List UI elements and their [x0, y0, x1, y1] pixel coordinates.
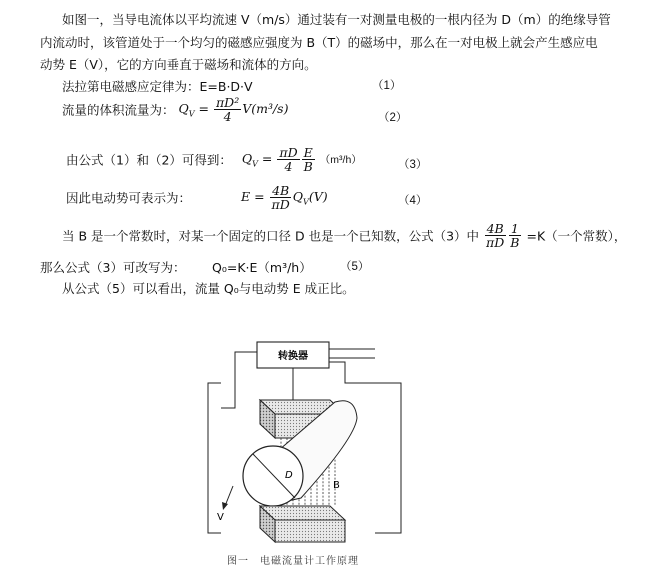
formula-3-denominator-2: B: [303, 159, 313, 175]
formula-2-lhs-sub: V: [188, 109, 195, 119]
intro-line-1: 如图一，当导电流体以平均流速 V（m/s）通过装有一对测量电极的一根内径为 D（m）的绝缘导管: [62, 12, 611, 27]
constant-line-1-end: =K（一个常数），: [526, 228, 627, 244]
equation-number-3: （3）: [398, 159, 428, 171]
formula-4-numerator: 4B: [272, 183, 290, 198]
k-fraction-denominator-2: B: [510, 235, 520, 251]
formula-2-denominator: 4: [223, 109, 232, 125]
faraday-law: 法拉第电磁感应定律为：E=B·D·V: [62, 79, 253, 94]
formula-4-tail: (V): [308, 189, 328, 205]
conclusion-line: 从公式（5）可以看出，流量 Q₀与电动势 E 成正比。: [62, 281, 355, 296]
formula-4-lhs: E: [241, 189, 251, 205]
formula-4-denominator: πD: [271, 197, 290, 213]
derive-label: 由公式（1）和（2）可得到：: [66, 152, 232, 168]
formula-4-q-sub: V: [303, 197, 309, 207]
formula-4: E = $\frac{4B}{\pi D}$ $Q_V(V)$: [241, 183, 328, 213]
formula-2: $Q_V$ = $\frac{\text{πD²}}{4}$ V(m³/s): [178, 95, 289, 125]
constant-line-1-start: 当 B 是一个常数时，对某一个固定的口径 D 也是一个已知数，公式（3）中: [62, 228, 480, 244]
intro-line-2: 内流动时，该管道处于一个均匀的磁感应强度为 B（T）的磁场中，那么在一对电极上就会产生感应电: [40, 35, 598, 50]
equation-number-2: （2）: [378, 112, 408, 124]
formula-3-lhs: Q: [241, 151, 253, 167]
formula-3-numerator-2: E: [303, 145, 313, 160]
converter-label: 转换器: [278, 351, 308, 362]
formula-3-lhs-sub: V: [252, 159, 258, 169]
lower-magnet-front: [275, 520, 345, 542]
flowmeter-figure: [205, 338, 405, 573]
equation-number-5: （5）: [340, 261, 370, 273]
formula-3: $Q_V$ = $\frac{\pi D}{4}$ $\frac{E}{B}$: [241, 145, 313, 175]
constant-row: [62, 222, 626, 249]
k-fraction-numerator-1: 4B: [486, 221, 504, 236]
emf-row: [66, 184, 328, 211]
derive-unit: （m³/h）: [319, 154, 362, 167]
volume-flow-label: 流量的体积流量为：: [62, 102, 175, 118]
flowmeter-diagram: [205, 338, 405, 570]
k-fraction-denominator-1: πD: [486, 235, 505, 251]
k-fraction-numerator-2: 1: [510, 221, 519, 236]
equation-number-1: （1）: [372, 80, 402, 92]
equation-number-4: （4）: [398, 195, 428, 207]
formula-3-denominator-1: 4: [284, 159, 293, 175]
label-field: B: [333, 480, 340, 491]
intro-line-3: 动势 E（V），它的方向垂直于磁场和流体的方向。: [40, 57, 317, 72]
wire-left-outer: [208, 383, 221, 533]
velocity-arrowhead: [222, 502, 228, 510]
formula-2-lhs: Q: [178, 101, 189, 117]
formula-4-q: Q: [292, 189, 304, 205]
formula-2-rhs: V(m³/s): [242, 101, 289, 117]
volume-flow-row: [62, 96, 288, 123]
constant-line-2: 那么公式（3）可改写为：: [40, 260, 186, 275]
derive-row: [66, 146, 362, 173]
figure-caption: 图一 电磁流量计工作原理: [227, 556, 359, 567]
velocity-arrow: [225, 486, 233, 506]
formula-2-numerator: πD²: [215, 95, 240, 110]
emf-label: 因此电动势可表示为：: [66, 190, 192, 206]
formula-3-numerator-1: πD: [279, 145, 298, 160]
constant-formula: Q₀=K·E（m³/h）: [212, 260, 312, 275]
label-diameter: D: [285, 470, 293, 481]
label-velocity: V: [217, 512, 224, 523]
wire-left-upper: [221, 352, 257, 408]
